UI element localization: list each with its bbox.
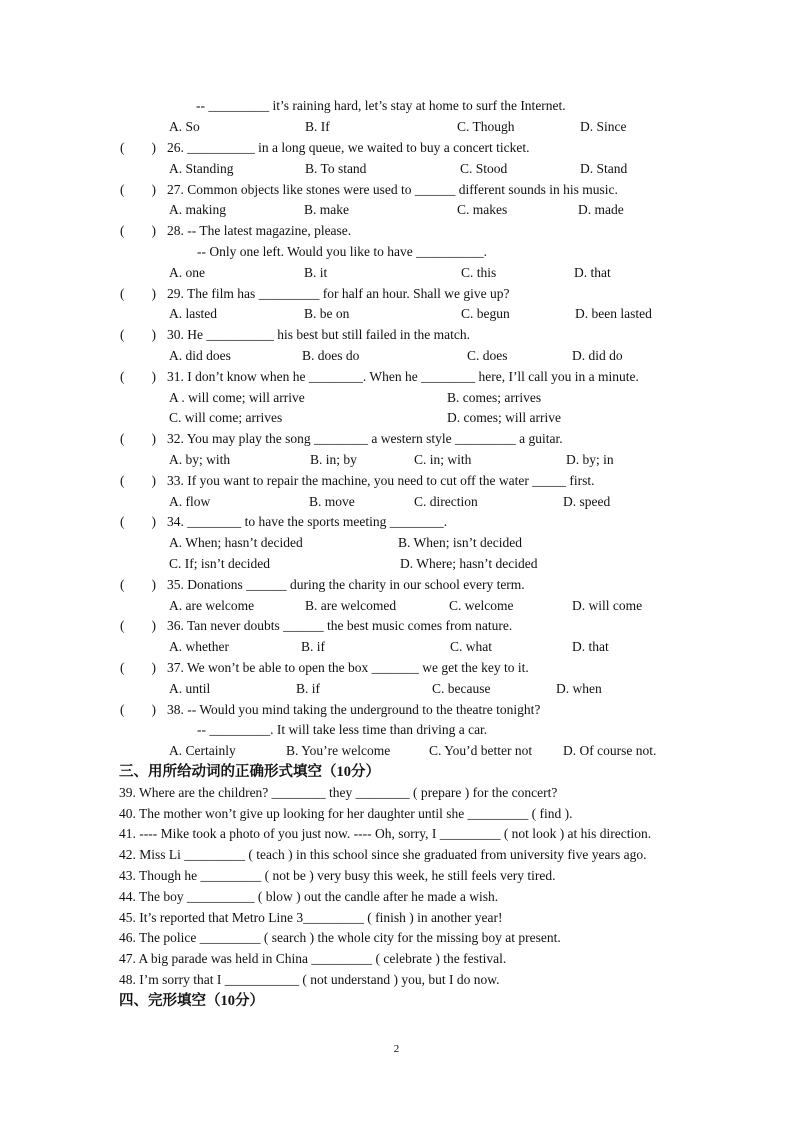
option-c: C. makes bbox=[457, 202, 508, 217]
option-a: A. making bbox=[169, 202, 226, 217]
fill-item-42: 42. Miss Li _________ ( teach ) in this school since she graduated from university five years ago. bbox=[119, 847, 647, 862]
answer-paren: ( ) bbox=[120, 577, 156, 592]
option-a: A. whether bbox=[169, 639, 229, 654]
question-stem: 32. You may play the song ________ a western style _________ a guitar. bbox=[167, 431, 563, 446]
option-a: A. did does bbox=[169, 348, 231, 363]
fill-item-48: 48. I’m sorry that I ___________ ( not understand ) you, but I do now. bbox=[119, 972, 500, 987]
option-c: C. what bbox=[450, 639, 492, 654]
option-d: D. made bbox=[578, 202, 624, 217]
answer-paren: ( ) bbox=[120, 182, 156, 197]
answer-paren: ( ) bbox=[120, 286, 156, 301]
fill-item-43: 43. Though he _________ ( not be ) very busy this week, he still feels very tired. bbox=[119, 868, 556, 883]
answer-paren: ( ) bbox=[120, 514, 156, 529]
option-a: A. are welcome bbox=[169, 598, 255, 613]
option-c: C. welcome bbox=[449, 598, 514, 613]
answer-paren: ( ) bbox=[120, 140, 156, 155]
option-b: B. if bbox=[301, 639, 326, 654]
fill-item-45: 45. It’s reported that Metro Line 3_________ ( finish ) in another year! bbox=[119, 910, 503, 925]
option-b: B. make bbox=[304, 202, 349, 217]
option-d: D. been lasted bbox=[575, 306, 652, 321]
q25-option-b: B. If bbox=[305, 119, 330, 134]
question-stem: 30. He __________ his best but still failed in the match. bbox=[167, 327, 470, 342]
option-b: B. When; isn’t decided bbox=[398, 535, 522, 550]
q25-option-c: C. Though bbox=[457, 119, 515, 134]
option-d: D. will come bbox=[572, 598, 643, 613]
option-b: B. move bbox=[309, 494, 355, 509]
question-stem-line2: -- _________. It will take less time than driving a car. bbox=[197, 722, 488, 737]
option-b: B. does do bbox=[302, 348, 360, 363]
question-stem: 36. Tan never doubts ______ the best music comes from nature. bbox=[167, 618, 513, 633]
fill-item-46: 46. The police _________ ( search ) the whole city for the missing boy at present. bbox=[119, 930, 561, 945]
option-c: C. You’d better not bbox=[429, 743, 533, 758]
option-c: C. If; isn’t decided bbox=[169, 556, 270, 571]
question-stem: 35. Donations ______ during the charity in our school every term. bbox=[167, 577, 525, 592]
question-stem: 38. -- Would you mind taking the underground to the theatre tonight? bbox=[167, 702, 541, 717]
question-stem: 34. ________ to have the sports meeting ________. bbox=[167, 514, 448, 529]
option-c: C. does bbox=[467, 348, 508, 363]
question-stem: 37. We won’t be able to open the box _______ we get the key to it. bbox=[167, 660, 529, 675]
question-stem-line2: -- Only one left. Would you like to have __________. bbox=[197, 244, 487, 259]
q25-option-a: A. So bbox=[169, 119, 200, 134]
option-d: D. that bbox=[572, 639, 609, 654]
option-d: D. did do bbox=[572, 348, 623, 363]
option-d: D. Stand bbox=[580, 161, 628, 176]
fill-item-40: 40. The mother won’t give up looking for her daughter until she _________ ( find ). bbox=[119, 806, 573, 821]
option-a: A. Standing bbox=[169, 161, 234, 176]
option-d: D. when bbox=[556, 681, 602, 696]
option-b: B. To stand bbox=[305, 161, 367, 176]
option-d: D. comes; will arrive bbox=[447, 410, 561, 425]
fill-item-41: 41. ---- Mike took a photo of you just now. ---- Oh, sorry, I _________ ( not look ) at his direction. bbox=[119, 826, 652, 841]
option-a: A. flow bbox=[169, 494, 211, 509]
q25-option-d: D. Since bbox=[580, 119, 627, 134]
option-a: A. by; with bbox=[169, 452, 231, 467]
fill-item-44: 44. The boy __________ ( blow ) out the candle after he made a wish. bbox=[119, 889, 499, 904]
fill-item-47: 47. A big parade was held in China _________ ( celebrate ) the festival. bbox=[119, 951, 507, 966]
section-3-title: 三、用所给动词的正确形式填空（10分） bbox=[119, 764, 380, 780]
option-b: B. if bbox=[296, 681, 321, 696]
option-a: A . will come; will arrive bbox=[169, 390, 305, 405]
answer-paren: ( ) bbox=[120, 702, 156, 717]
option-c: C. begun bbox=[461, 306, 510, 321]
question-stem: 26. __________ in a long queue, we waited to buy a concert ticket. bbox=[167, 140, 530, 155]
question-stem: 29. The film has _________ for half an hour. Shall we give up? bbox=[167, 286, 510, 301]
answer-paren: ( ) bbox=[120, 473, 156, 488]
option-d: D. speed bbox=[563, 494, 611, 509]
q25-reply: -- _________ it’s raining hard, let’s stay at home to surf the Internet. bbox=[196, 98, 566, 113]
option-c: C. because bbox=[432, 681, 491, 696]
answer-paren: ( ) bbox=[120, 223, 156, 238]
answer-paren: ( ) bbox=[120, 660, 156, 675]
question-stem: 33. If you want to repair the machine, you need to cut off the water _____ first. bbox=[167, 473, 595, 488]
section-4-title: 四、完形填空（10分） bbox=[119, 993, 264, 1009]
option-b: B. it bbox=[304, 265, 328, 280]
option-a: A. Certainly bbox=[169, 743, 236, 758]
option-a: A. until bbox=[169, 681, 211, 696]
option-b: B. comes; arrives bbox=[447, 390, 542, 405]
page-number: 2 bbox=[393, 1043, 400, 1055]
option-c: C. will come; arrives bbox=[169, 410, 283, 425]
answer-paren: ( ) bbox=[120, 618, 156, 633]
answer-paren: ( ) bbox=[120, 431, 156, 446]
option-a: A. When; hasn’t decided bbox=[169, 535, 303, 550]
fill-item-39: 39. Where are the children? ________ they ________ ( prepare ) for the concert? bbox=[119, 785, 558, 800]
answer-paren: ( ) bbox=[120, 327, 156, 342]
option-a: A. lasted bbox=[169, 306, 217, 321]
option-d: D. that bbox=[574, 265, 611, 280]
question-stem: 28. -- The latest magazine, please. bbox=[167, 223, 352, 238]
option-d: D. Of course not. bbox=[563, 743, 657, 758]
option-b: B. You’re welcome bbox=[286, 743, 391, 758]
option-c: C. this bbox=[461, 265, 497, 280]
option-b: B. are welcomed bbox=[305, 598, 397, 613]
option-c: C. Stood bbox=[460, 161, 508, 176]
option-b: B. in; by bbox=[310, 452, 357, 467]
question-stem: 27. Common objects like stones were used to ______ different sounds in his music. bbox=[167, 182, 618, 197]
option-b: B. be on bbox=[304, 306, 350, 321]
answer-paren: ( ) bbox=[120, 369, 156, 384]
option-a: A. one bbox=[169, 265, 205, 280]
option-d: D. by; in bbox=[566, 452, 614, 467]
question-stem: 31. I don’t know when he ________. When he ________ here, I’ll call you in a minute. bbox=[167, 369, 639, 384]
option-d: D. Where; hasn’t decided bbox=[400, 556, 538, 571]
option-c: C. direction bbox=[414, 494, 478, 509]
option-c: C. in; with bbox=[414, 452, 472, 467]
